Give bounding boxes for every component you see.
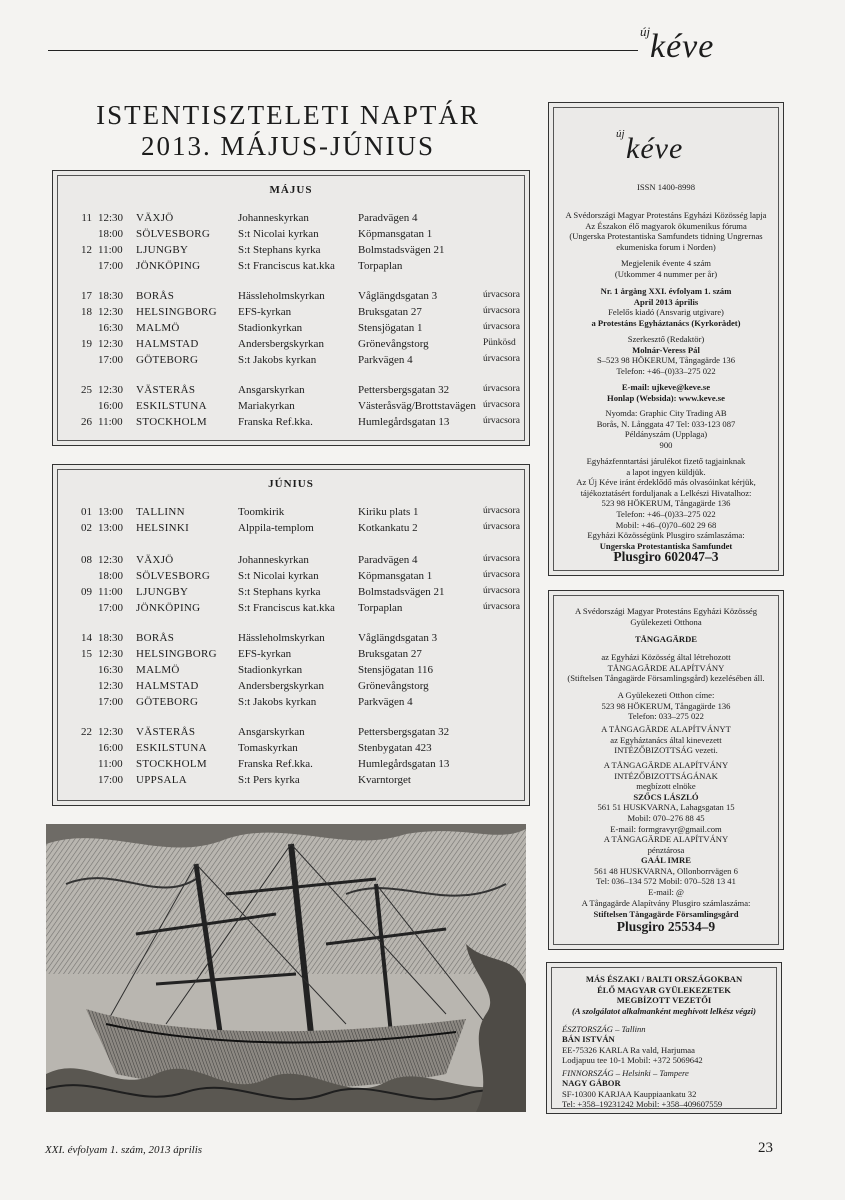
- schedule-addr: Bruksgatan 27: [358, 306, 422, 318]
- tanga-line: 523 98 HÖKERUM, Tångagärde 136: [601, 700, 731, 711]
- schedule-row: [58, 680, 524, 696]
- nordic-heading: [552, 974, 776, 1016]
- header-rule: [48, 50, 638, 51]
- schedule-row: [58, 648, 524, 664]
- schedule-time: 18:30: [98, 632, 124, 644]
- schedule-time: 13:00: [98, 522, 124, 534]
- schedule-note: úrvacsora: [483, 384, 520, 394]
- schedule-church: Johanneskyrkan: [238, 554, 309, 566]
- schedule-addr: Köpmansgatan 1: [358, 228, 433, 240]
- imprint-subscription: [554, 456, 778, 530]
- schedule-row: [58, 696, 524, 712]
- imprint-frequency: [554, 258, 778, 279]
- estonia-contact: [562, 1024, 782, 1066]
- schedule-row: [58, 726, 524, 742]
- desc-line: ekumeniska forum i Norden): [616, 241, 716, 252]
- schedule-city: VÄSTERÅS: [136, 384, 196, 396]
- schedule-church: Johanneskyrkan: [238, 212, 309, 224]
- issue-line: Nr. 1 årgång XXI. évfolyam 1. szám: [600, 286, 732, 296]
- tanga-line: A Svédországi Magyar Protestáns Egyházi Közösség: [574, 606, 758, 616]
- schedule-addr: Parkvägen 4: [358, 354, 413, 366]
- schedule-time: 18:30: [98, 290, 124, 302]
- treasurer-name: GAÁL IMRE: [641, 855, 691, 866]
- printer-line: Borås, N. Långgata 47 Tel: 033-123 087: [596, 418, 736, 429]
- tanga-plusgiro: Plusgiro 25534–9: [616, 919, 716, 934]
- schedule-row: [58, 758, 524, 774]
- schedule-row: [58, 522, 524, 538]
- schedule-day: 18: [81, 306, 92, 318]
- tanga-intro: [554, 606, 778, 627]
- schedule-time: 17:00: [98, 354, 124, 366]
- schedule-time: 16:00: [98, 400, 124, 412]
- schedule-time: 12:30: [98, 384, 124, 396]
- schedule-church: Stadionkyrkan: [238, 664, 303, 676]
- tanga-line: Gyülekezeti Otthona: [630, 616, 702, 627]
- schedule-row: [58, 664, 524, 680]
- june-schedule-inner: [57, 469, 525, 801]
- estonia-name: BÁN ISTVÁN: [562, 1034, 615, 1045]
- pub-line: Felelős kiadó (Ansvarig utgivare): [608, 307, 724, 317]
- tanga-line: 561 51 HUSKVARNA, Lahagsgatan 15: [597, 802, 735, 813]
- schedule-addr: Paradvägen 4: [358, 554, 418, 566]
- schedule-city: MALMÖ: [136, 322, 180, 334]
- schedule-day: 14: [81, 632, 92, 644]
- schedule-church: EFS-kyrkan: [238, 306, 292, 318]
- nordic-heading-note: (A szolgálatot alkalmanként meghívott lelkész végzi): [571, 1005, 757, 1016]
- sub-line: Egyházfenntartási járulékot fizető tagjainknak: [586, 456, 746, 466]
- schedule-church: Tomaskyrkan: [238, 742, 298, 754]
- schedule-city: HALMSTAD: [136, 680, 199, 692]
- schedule-addr: Köpmansgatan 1: [358, 570, 433, 582]
- schedule-church: Alppila-templom: [238, 522, 314, 534]
- schedule-row: [58, 400, 524, 416]
- schedule-city: JÖNKÖPING: [136, 602, 201, 614]
- finland-name: NAGY GÁBOR: [562, 1078, 621, 1089]
- schedule-row: [58, 212, 524, 228]
- schedule-church: Ansgarskyrkan: [238, 384, 305, 396]
- schedule-time: 12:30: [98, 338, 124, 350]
- tanga-line: pénztárosa: [647, 844, 685, 855]
- schedule-day: 17: [81, 290, 92, 302]
- schedule-time: 16:30: [98, 664, 124, 676]
- tanga-line: A Tångagärde Alapítvány Plusgiro számlaszáma:: [581, 898, 751, 908]
- schedule-church: S:t Nicolai kyrkan: [238, 228, 319, 240]
- tanga-account-name: Stiftelsen Tångagärde Församlingsgård: [593, 908, 739, 919]
- schedule-church: Ansgarskyrkan: [238, 726, 305, 738]
- imprint-box-inner: [553, 107, 779, 571]
- schedule-addr: Västeråsväg/Brottstavägen: [358, 400, 476, 412]
- tangagarde-box: [548, 590, 784, 950]
- tanga-line: INTÉZŐBIZOTTSÁGÁNAK: [614, 770, 718, 781]
- imprint-issue: [554, 286, 778, 307]
- schedule-time: 12:30: [98, 680, 124, 692]
- schedule-time: 11:00: [98, 758, 123, 770]
- imprint-logo: [616, 128, 736, 168]
- title-line-2: 2013. MÁJUS-JÚNIUS: [140, 131, 436, 161]
- tanga-chair: [554, 760, 778, 834]
- tanga-line: A TÅNGAGÄRDE ALAPÍTVÁNY: [603, 834, 729, 844]
- schedule-note: úrvacsora: [483, 400, 520, 410]
- finland-phone: Tel: +358–19231242 Mobil: +358–409607559: [562, 1099, 723, 1110]
- schedule-church: Mariakyrkan: [238, 400, 295, 412]
- schedule-row: [58, 384, 524, 400]
- schedule-city: HELSINKI: [136, 522, 190, 534]
- pub-line: a Protestáns Egyháztanács (Kyrkorådet): [591, 317, 741, 328]
- schedule-addr: Våglängdsgatan 3: [358, 290, 438, 302]
- schedule-time: 18:00: [98, 228, 124, 240]
- schedule-time: 17:00: [98, 602, 124, 614]
- tanga-line: Telefon: 033–275 022: [628, 711, 704, 722]
- issn: ISSN 1400-8998: [636, 182, 695, 192]
- schedule-row: [58, 570, 524, 586]
- schedule-row: [58, 586, 524, 602]
- schedule-church: Franska Ref.kka.: [238, 416, 313, 428]
- schedule-church: S:t Jakobs kyrkan: [238, 696, 317, 708]
- schedule-time: 11:00: [98, 244, 123, 256]
- sub-line: 523 98 HÖKERUM, Tångagärde 136: [601, 498, 731, 509]
- tanga-line: Mobil: 070–276 88 45: [627, 812, 705, 823]
- finland-address: SF-10300 KARJAA Kauppiaankatu 32: [562, 1088, 697, 1099]
- may-heading: MÁJUS: [269, 184, 313, 196]
- schedule-note: úrvacsora: [483, 506, 520, 516]
- schedule-city: VÄSTERÅS: [136, 726, 196, 738]
- logo-keve: kéve: [650, 28, 715, 65]
- schedule-city: BORÅS: [136, 632, 175, 644]
- schedule-addr: Grönevångstorg: [358, 338, 429, 350]
- imprint-box: [548, 102, 784, 576]
- schedule-day: 19: [81, 338, 92, 350]
- schedule-church: S:t Nicolai kyrkan: [238, 570, 319, 582]
- schedule-note: úrvacsora: [483, 522, 520, 532]
- schedule-addr: Kvarntorget: [358, 774, 411, 786]
- schedule-church: S:t Pers kyrka: [238, 774, 300, 786]
- schedule-day: 11: [81, 212, 92, 224]
- schedule-time: 12:30: [98, 554, 124, 566]
- schedule-addr: Paradvägen 4: [358, 212, 418, 224]
- schedule-city: MALMÖ: [136, 664, 180, 676]
- schedule-row: [58, 354, 524, 370]
- schedule-church: Franska Ref.kka.: [238, 758, 313, 770]
- schedule-addr: Humlegårdsgatan 13: [358, 416, 450, 428]
- freq-line: (Utkommer 4 nummer per år): [614, 268, 718, 279]
- finland-country: FINNORSZÁG – Helsinki – Tampere: [562, 1068, 689, 1078]
- may-schedule-inner: [57, 175, 525, 441]
- nordic-leaders-box: [546, 962, 782, 1114]
- schedule-addr: Grönevångstorg: [358, 680, 429, 692]
- schedule-note: úrvacsora: [483, 290, 520, 300]
- tangagarde-box-inner: [553, 595, 779, 945]
- tanga-address: [554, 690, 778, 722]
- schedule-addr: Stensjögatan 1: [358, 322, 423, 334]
- imprint-publisher: [554, 307, 778, 328]
- freq-line: Megjelenik évente 4 szám: [621, 258, 711, 268]
- schedule-time: 16:30: [98, 322, 124, 334]
- schedule-city: GÖTEBORG: [136, 696, 199, 708]
- issue-line: April 2013 április: [633, 296, 699, 307]
- email-link[interactable]: E-mail: ujkeve@keve.se: [621, 382, 711, 392]
- tanga-line: A TÅNGAGÄRDE ALAPÍTVÁNYT: [601, 724, 731, 734]
- schedule-note: úrvacsora: [483, 354, 520, 364]
- sub-line: Az Új Kéve iránt érdeklődő más olvasóinkat kérjük,: [576, 477, 756, 488]
- schedule-city: HALMSTAD: [136, 338, 199, 350]
- schedule-city: SÖLVESBORG: [136, 228, 211, 240]
- schedule-note: úrvacsora: [483, 322, 520, 332]
- schedule-addr: Torpaplan: [358, 602, 403, 614]
- schedule-row: [58, 742, 524, 758]
- schedule-note: úrvacsora: [483, 306, 520, 316]
- website-link[interactable]: Honlap (Websida): www.keve.se: [607, 392, 725, 403]
- schedule-time: 12:30: [98, 306, 124, 318]
- schedule-addr: Bruksgatan 27: [358, 648, 422, 660]
- account-name: Ungerska Protestantiska Samfundet: [599, 540, 733, 551]
- sub-line: a lapot ingyen küldjük.: [626, 466, 706, 477]
- schedule-church: S:t Franciscus kat.kka: [238, 260, 335, 272]
- sub-line: Telefon: +46–(0)33–275 022: [616, 508, 716, 519]
- estonia-country: ÉSZTORSZÁG – Tallinn: [562, 1024, 646, 1034]
- schedule-church: S:t Jakobs kyrkan: [238, 354, 317, 366]
- tanga-line: TÅNGAGÄRDE ALAPÍTVÁNY: [607, 662, 725, 673]
- tanga-foundation: [554, 652, 778, 684]
- imprint-logo-keve: kéve: [626, 132, 684, 165]
- schedule-row: [58, 244, 524, 260]
- schedule-addr: Kiriku plats 1: [358, 506, 419, 518]
- schedule-addr: Parkvägen 4: [358, 696, 413, 708]
- schedule-day: 12: [81, 244, 92, 256]
- account-line: Egyházi Közösségünk Plusgiro számlaszáma:: [587, 530, 745, 540]
- schedule-day: 09: [81, 586, 92, 598]
- header-logo: [640, 24, 790, 64]
- printer-line: Nyomda: Graphic City Trading AB: [605, 408, 727, 418]
- schedule-addr: Pettersbergsgatan 32: [358, 726, 450, 738]
- schedule-church: Hässleholmskyrkan: [238, 632, 325, 644]
- schedule-row: [58, 506, 524, 522]
- schedule-day: 25: [81, 384, 92, 396]
- editor-name: Molnár-Veress Pál: [632, 344, 700, 355]
- schedule-city: BORÅS: [136, 290, 175, 302]
- schedule-church: S:t Stephans kyrka: [238, 586, 321, 598]
- schedule-row: [58, 632, 524, 648]
- schedule-addr: Våglängdsgatan 3: [358, 632, 438, 644]
- schedule-time: 11:00: [98, 586, 123, 598]
- may-schedule: [52, 170, 530, 446]
- tanga-board: [554, 724, 778, 756]
- schedule-time: 17:00: [98, 696, 124, 708]
- schedule-addr: Stenbygatan 423: [358, 742, 432, 754]
- schedule-addr: Kotkankatu 2: [358, 522, 418, 534]
- imprint-plusgiro: Plusgiro 602047–3: [613, 549, 719, 564]
- nordic-leaders-inner: [551, 967, 777, 1109]
- schedule-row: [58, 416, 524, 432]
- imprint-editor: [554, 334, 778, 376]
- schedule-day: 08: [81, 554, 92, 566]
- schedule-city: VÄXJÖ: [136, 212, 174, 224]
- schedule-city: ESKILSTUNA: [136, 742, 207, 754]
- schedule-time: 12:30: [98, 648, 124, 660]
- schedule-day: 26: [81, 416, 92, 428]
- desc-line: Az Északon élő magyarok ökumenikus fóruma: [585, 220, 747, 231]
- chair-email-link[interactable]: E-mail: formgravyr@gmail.com: [610, 823, 722, 834]
- imprint-logo-u: új: [616, 128, 625, 140]
- schedule-addr: Torpaplan: [358, 260, 403, 272]
- schedule-row: [58, 774, 524, 790]
- page-number: 23: [758, 1140, 773, 1156]
- schedule-row: [58, 322, 524, 338]
- tanga-treasurer: [554, 834, 778, 898]
- tanga-line: INTÉZŐBIZOTTSÁG vezeti.: [614, 745, 718, 756]
- schedule-city: VÄXJÖ: [136, 554, 174, 566]
- schedule-time: 17:00: [98, 774, 124, 786]
- schedule-time: 17:00: [98, 260, 124, 272]
- logo-u: új: [640, 24, 651, 39]
- nordic-heading-line: ÉLŐ MAGYAR GYÜLEKEZETEK: [597, 984, 731, 995]
- schedule-addr: Stensjögatan 116: [358, 664, 434, 676]
- schedule-note: úrvacsora: [483, 586, 520, 596]
- tanga-line: az Egyháztanács által kinevezett: [610, 734, 722, 745]
- schedule-church: S:t Stephans kyrka: [238, 244, 321, 256]
- tanga-account: [554, 898, 778, 919]
- schedule-church: Andersbergskyrkan: [238, 680, 324, 692]
- nordic-heading-line: MÁS ÉSZAKI / BALTI ORSZÁGOKBAN: [585, 974, 743, 984]
- schedule-city: STOCKHOLM: [136, 758, 207, 770]
- desc-line: A Svédországi Magyar Protestáns Egyházi Közösség lapja: [565, 210, 767, 220]
- tanga-name: TÅNGAGÄRDE: [634, 634, 698, 644]
- schedule-time: 13:00: [98, 506, 124, 518]
- schedule-city: TALLINN: [136, 506, 185, 518]
- june-heading: JÚNIUS: [268, 478, 314, 490]
- imprint-desc: [554, 210, 778, 252]
- page-title: [48, 100, 528, 162]
- nordic-heading-line: MEGBÍZOTT VEZETŐI: [616, 995, 712, 1006]
- schedule-church: S:t Franciscus kat.kka: [238, 602, 335, 614]
- schedule-time: 18:00: [98, 570, 124, 582]
- tanga-line: 561 48 HUSKVARNA, Ollonborrvägen 6: [594, 865, 738, 876]
- imprint-account: [554, 530, 778, 551]
- schedule-city: SÖLVESBORG: [136, 570, 211, 582]
- schedule-city: GÖTEBORG: [136, 354, 199, 366]
- schedule-day: 15: [81, 648, 92, 660]
- june-schedule: [52, 464, 530, 806]
- schedule-row: [58, 290, 524, 306]
- schedule-row: [58, 260, 524, 276]
- printer-line: 900: [659, 439, 673, 450]
- schedule-time: 12:30: [98, 212, 124, 224]
- schedule-day: 02: [81, 522, 92, 534]
- schedule-church: Toomkirik: [238, 506, 285, 518]
- ship-woodcut-image: [46, 824, 526, 1112]
- schedule-time: 16:00: [98, 742, 124, 754]
- schedule-row: [58, 338, 524, 354]
- schedule-city: LJUNGBY: [136, 244, 189, 256]
- schedule-addr: Bolmstadsvägen 21: [358, 244, 445, 256]
- schedule-row: [58, 602, 524, 618]
- tanga-line: az Egyházi Közösség által létrehozott: [601, 652, 731, 662]
- schedule-note: úrvacsora: [483, 416, 520, 426]
- schedule-city: LJUNGBY: [136, 586, 189, 598]
- schedule-note: Pünkösd: [483, 338, 516, 348]
- schedule-city: JÖNKÖPING: [136, 260, 201, 272]
- schedule-note: úrvacsora: [483, 602, 520, 612]
- schedule-church: Stadionkyrkan: [238, 322, 303, 334]
- estonia-address: EE-75326 KARLA Ra vald, Harjumaa: [562, 1044, 695, 1055]
- tanga-line: (Stiftelsen Tångagärde Församlingsgård) kezelésében áll.: [567, 673, 765, 684]
- finland-contact: [562, 1068, 782, 1110]
- tanga-line: megbízott elnöke: [636, 781, 696, 792]
- schedule-day: 01: [81, 506, 92, 518]
- tanga-line: Tel: 036–134 572 Mobil: 070–528 13 41: [596, 876, 736, 887]
- tanga-line: A TÅNGAGÄRDE ALAPÍTVÁNY: [603, 760, 729, 770]
- schedule-time: 12:30: [98, 726, 124, 738]
- schedule-note: úrvacsora: [483, 554, 520, 564]
- schedule-day: 22: [81, 726, 92, 738]
- schedule-city: HELSINGBORG: [136, 648, 217, 660]
- schedule-time: 11:00: [98, 416, 123, 428]
- imprint-printer: [554, 408, 778, 450]
- schedule-addr: Pettersbergsgatan 32: [358, 384, 450, 396]
- schedule-city: ESKILSTUNA: [136, 400, 207, 412]
- sub-line: Mobil: +46–(0)70–602 29 68: [615, 519, 717, 530]
- schedule-church: Hässleholmskyrkan: [238, 290, 325, 302]
- chair-name: SZŐCS LÁSZLÓ: [633, 791, 699, 802]
- sub-line: tájékoztatásért forduljanak a Lelkészi Hivatalhoz:: [580, 487, 752, 498]
- schedule-church: Andersbergskyrkan: [238, 338, 324, 350]
- printer-line: Példányszám (Upplaga): [624, 429, 708, 440]
- schedule-city: UPPSALA: [136, 774, 188, 786]
- schedule-church: EFS-kyrkan: [238, 648, 292, 660]
- schedule-addr: Humlegårdsgatan 13: [358, 758, 450, 770]
- schedule-row: [58, 554, 524, 570]
- editor-line: Telefon: +46–(0)33–275 022: [616, 365, 716, 376]
- tanga-line: A Gyülekezeti Otthon címe:: [617, 690, 715, 700]
- treasurer-email-link[interactable]: E-mail: @: [648, 886, 684, 897]
- estonia-phone: Lodjapuu tee 10-1 Mobil: +372 5069642: [562, 1055, 703, 1066]
- editor-line: Szerkesztő (Redaktör): [627, 334, 705, 344]
- desc-line: (Ungerska Protestantiska Samfundets tidning Ungrernas: [569, 231, 763, 242]
- footer-issue: XXI. évfolyam 1. szám, 2013 április: [45, 1144, 203, 1156]
- schedule-city: STOCKHOLM: [136, 416, 207, 428]
- title-line-1: ISTENTISZTELETI NAPTÁR: [96, 100, 480, 130]
- schedule-note: úrvacsora: [483, 570, 520, 580]
- schedule-row: [58, 306, 524, 322]
- imprint-contact: [554, 382, 778, 403]
- schedule-city: HELSINGBORG: [136, 306, 217, 318]
- schedule-addr: Bolmstadsvägen 21: [358, 586, 445, 598]
- schedule-row: [58, 228, 524, 244]
- editor-line: S–523 98 HÖKERUM, Tångagärde 136: [596, 355, 736, 366]
